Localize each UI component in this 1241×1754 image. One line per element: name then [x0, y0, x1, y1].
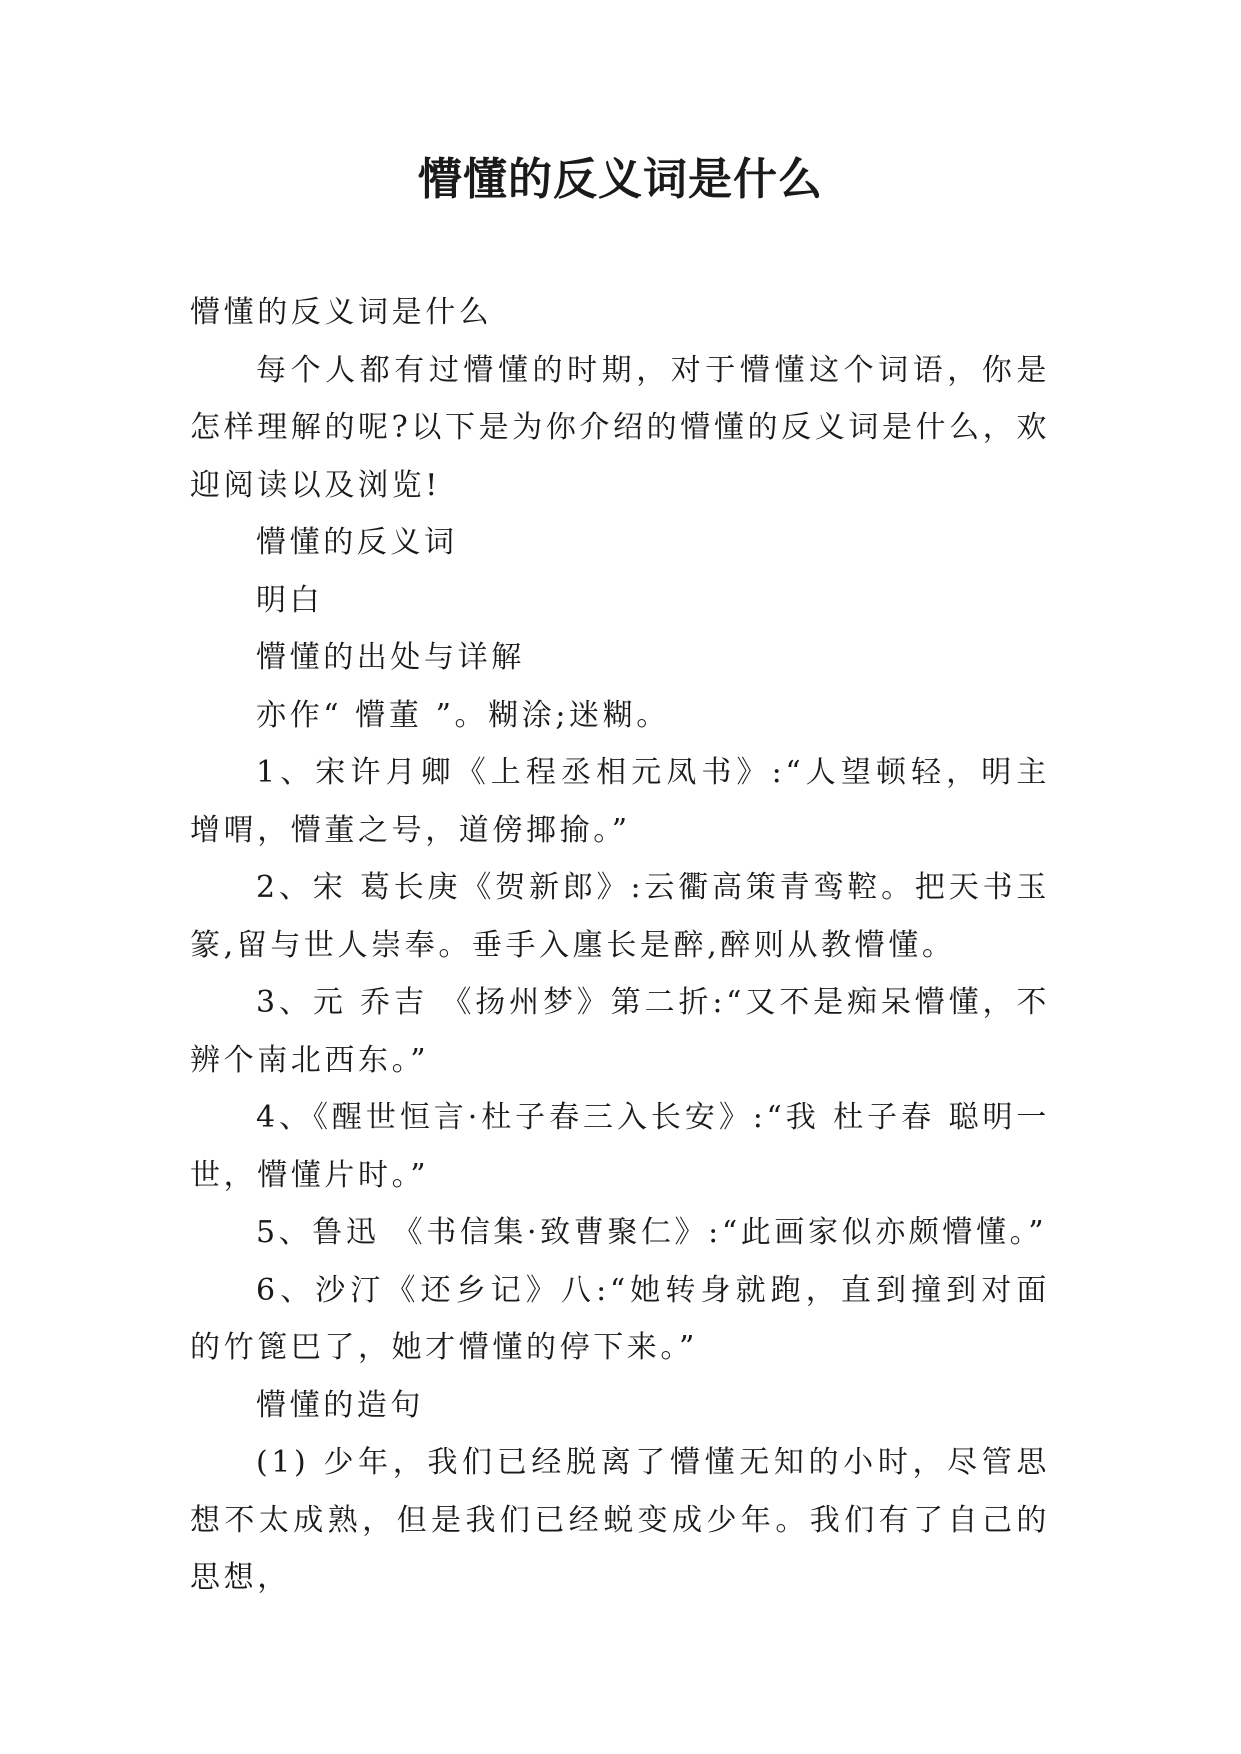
citation-3: 3、元 乔吉 《扬州梦》第二折:“又不是痴呆懵懂，不辨个南北西东。” — [190, 985, 1050, 1078]
document-title: 懵懂的反义词是什么 — [418, 154, 823, 205]
section-heading-antonym: 懵懂的反义词 — [256, 525, 458, 560]
definition-paragraph: 亦作“ 懵董 ”。糊涂;迷糊。 — [256, 697, 670, 733]
example-sentence-1: (1) 少年，我们已经脱离了懵懂无知的小时，尽管思想不太成熟，但是我们已经蜕变成少年。我们有了自己的思想， — [190, 1445, 1050, 1595]
citation-6: 6、沙汀《还乡记》八:“她转身就跑，直到撞到对面的竹篦巴了，她才懵懂的停下来。” — [190, 1272, 1050, 1365]
intro-paragraph: 每个人都有过懵懂的时期，对于懵懂这个词语，你是怎样理解的呢?以下是为你介绍的懵懂的反义词是什么，欢迎阅读以及浏览! — [190, 352, 1050, 503]
citation-1: 1、宋许月卿《上程丞相元凤书》:“人望顿轻，明主增喟，懵董之号，道傍揶揄。” — [190, 755, 1050, 848]
citation-5: 5、鲁迅 《书信集·致曹聚仁》:“此画家似亦颇懵懂。” — [256, 1215, 1048, 1250]
document-body — [190, 284, 1050, 1607]
section-heading-examples: 懵懂的造句 — [256, 1387, 424, 1423]
citation-4: 4、《醒世恒言·杜子春三入长安》:“我 杜子春 聪明一世，懵懂片时。” — [190, 1100, 1050, 1193]
section-heading-source: 懵懂的出处与详解 — [256, 640, 525, 675]
antonym-answer: 明白 — [256, 582, 324, 618]
citation-2: 2、宋 葛长庚《贺新郎》:云衢高策青鸾鞚。把天书玉篆,留与世人崇奉。垂手入廛长是醉,醉则从教懵懂。 — [190, 870, 1050, 963]
body-heading: 懵懂的反义词是什么 — [190, 295, 493, 330]
